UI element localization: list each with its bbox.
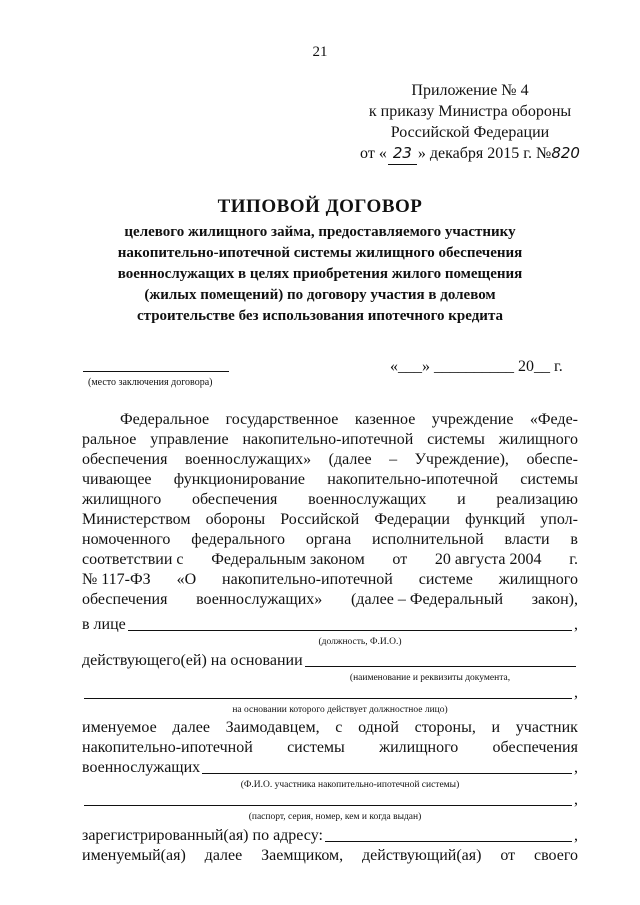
- word: военнослужащих»: [196, 591, 323, 608]
- word: закон),: [531, 591, 578, 608]
- word: (далее – Федеральный: [350, 591, 504, 608]
- word: далее: [172, 719, 210, 736]
- fill-line: [84, 698, 572, 699]
- paragraph-1-line: [82, 510, 578, 530]
- acting-basis-label: действующего(ей) на основании: [82, 652, 303, 669]
- in-person-line: в лице ,: [82, 616, 578, 633]
- word: стороны,: [414, 719, 476, 736]
- subtitle-line: военнослужащих в целях приобретения жилого помещения: [117, 266, 523, 282]
- word: чивающее: [82, 471, 152, 488]
- word: накопительно-ипотечной: [222, 571, 393, 588]
- acting-basis-line: [82, 649, 578, 671]
- place-blank-line: [83, 371, 229, 372]
- word: в: [570, 531, 578, 548]
- paragraph-1-line: [82, 550, 578, 570]
- paragraph-1-line: [82, 450, 578, 470]
- word: именуемый(ая): [82, 847, 186, 864]
- word: казенное: [354, 411, 416, 428]
- word: упол-: [540, 511, 578, 528]
- word: с: [335, 719, 343, 736]
- paragraph-1-line: [82, 470, 578, 490]
- word: обороны: [205, 511, 266, 528]
- paragraph-2-line: [82, 718, 578, 738]
- word: Федеральным законом: [211, 551, 365, 568]
- paragraph-1-line: [82, 410, 578, 430]
- word: жилищного: [379, 739, 459, 756]
- paragraph-1-line: [82, 570, 578, 590]
- word: обеспечения: [191, 491, 278, 508]
- page-number: 21: [312, 44, 328, 60]
- paragraph-1-line: [82, 530, 578, 550]
- word: Российской: [280, 511, 360, 528]
- document-subtitle: [70, 222, 570, 327]
- word: накопительно-ипотечной: [242, 431, 414, 448]
- passport-blank-line: ,: [82, 792, 578, 810]
- word: власти: [504, 531, 550, 548]
- word: Заемщиком,: [261, 847, 344, 864]
- subtitle-line: целевого жилищного займа, предоставляемого участнику: [124, 224, 516, 240]
- paragraph-1-line: [82, 590, 578, 610]
- word: обеспе-: [526, 451, 578, 468]
- fill-line: [305, 666, 576, 667]
- word: жилищного: [82, 491, 162, 508]
- word: именуемое: [82, 719, 157, 736]
- word: далее: [204, 847, 243, 864]
- word: функционирование: [173, 471, 305, 488]
- paragraph-1-line: [82, 490, 578, 510]
- word: г.: [569, 551, 578, 568]
- word: обеспечения: [82, 451, 168, 468]
- word: № 117-ФЗ: [82, 571, 151, 588]
- word: одной: [358, 719, 399, 736]
- paragraph-1: [82, 410, 578, 610]
- fill-line: [202, 773, 572, 774]
- document-title: ТИПОВОЙ ДОГОВОР: [217, 196, 423, 217]
- word: исполнительной: [372, 531, 484, 548]
- word: функций: [465, 511, 526, 528]
- place-caption: (место заключения договора): [88, 377, 213, 388]
- word: системы: [287, 739, 345, 756]
- servicemen-label: военнослужащих: [82, 759, 201, 776]
- fill-line: [128, 630, 572, 631]
- contract-date-template: «___» __________ 20__ г.: [390, 358, 563, 375]
- word: обеспечения: [492, 739, 578, 756]
- caption-passport: (паспорт, серия, номер, кем и когда выдан): [248, 812, 422, 822]
- word: Федеральное: [120, 411, 210, 428]
- word: Заимодавцем,: [225, 719, 320, 736]
- in-person-block: [82, 615, 578, 723]
- word: накопительно-ипотечной: [82, 739, 253, 756]
- servicemen-line: военнослужащих ,: [82, 759, 578, 776]
- appendix-date-line: [330, 143, 610, 165]
- word: от: [500, 847, 516, 864]
- word: накопительно-ипотечной: [327, 471, 499, 488]
- word: от: [392, 551, 408, 568]
- last-line-container: [82, 846, 578, 866]
- caption-document: (наименование и реквизиты документа,: [349, 673, 511, 683]
- registered-line: зарегистрированный(ая) по адресу: ,: [82, 827, 578, 844]
- date-middle: » декабря 2015 г. №: [417, 145, 552, 162]
- appendix-line-2: к приказу Министра обороны: [368, 103, 572, 120]
- fill-line: [325, 841, 572, 842]
- word: «О: [176, 571, 197, 588]
- word: ральное: [82, 431, 137, 448]
- word: Федерации: [374, 511, 450, 528]
- in-person-label: в лице: [82, 616, 126, 633]
- subtitle-line: строительстве без использования ипотечного кредита: [136, 308, 503, 324]
- word: системы: [427, 431, 485, 448]
- word: (далее: [328, 451, 372, 468]
- word: Министерством: [82, 511, 191, 528]
- word: реализацию: [496, 491, 578, 508]
- borrower-block: [82, 758, 578, 866]
- caption-participant: (Ф.И.О. участника накопительно-ипотечной системы): [240, 780, 460, 790]
- date-prefix: от «: [360, 145, 387, 162]
- word: управление: [150, 431, 229, 448]
- word: обеспечения: [82, 591, 168, 608]
- paragraph-1-line: [82, 430, 578, 450]
- appendix-line-1: Приложение № 4: [411, 82, 529, 99]
- word: государственное: [225, 411, 339, 428]
- word: жилищного: [498, 571, 578, 588]
- word: своего: [533, 847, 578, 864]
- paragraph-2-line: [82, 738, 578, 758]
- appendix-line-3: Российской Федерации: [390, 124, 550, 141]
- handwritten-day: 23: [388, 143, 417, 165]
- word: системе: [418, 571, 473, 588]
- registered-label: зарегистрированный(ая) по адресу:: [82, 827, 323, 844]
- word: органа: [305, 531, 352, 548]
- word: и: [457, 491, 466, 508]
- word: номоченного: [82, 531, 171, 548]
- word: учреждение: [431, 411, 514, 428]
- word: действующий(ая): [362, 847, 482, 864]
- word: военнослужащих: [308, 491, 427, 508]
- word: –: [389, 451, 398, 468]
- word: 20 августа 2004: [434, 551, 542, 568]
- word: «Феде-: [529, 411, 578, 428]
- word: военнослужащих»: [184, 451, 312, 468]
- document-blank-line: ,: [82, 685, 578, 703]
- word: участник: [515, 719, 578, 736]
- word: соответствии с: [82, 551, 184, 568]
- last-line: [82, 846, 578, 866]
- appendix-header: [330, 80, 610, 165]
- word: жилищного: [498, 431, 578, 448]
- word: системы: [520, 471, 578, 488]
- handwritten-order-number: 820: [551, 144, 580, 162]
- subtitle-line: (жилых помещений) по договору участия в долевом: [144, 287, 496, 303]
- caption-person: на основании которого действует должностное лицо): [232, 705, 448, 715]
- word: федерального: [191, 531, 285, 548]
- caption-position: (должность, Ф.И.О.): [318, 637, 402, 647]
- paragraph-2: [82, 718, 578, 758]
- word: и: [491, 719, 501, 736]
- fill-line: [84, 805, 572, 806]
- word: Учреждение),: [414, 451, 509, 468]
- subtitle-line: накопительно-ипотечной системы жилищного обеспечения: [117, 245, 523, 261]
